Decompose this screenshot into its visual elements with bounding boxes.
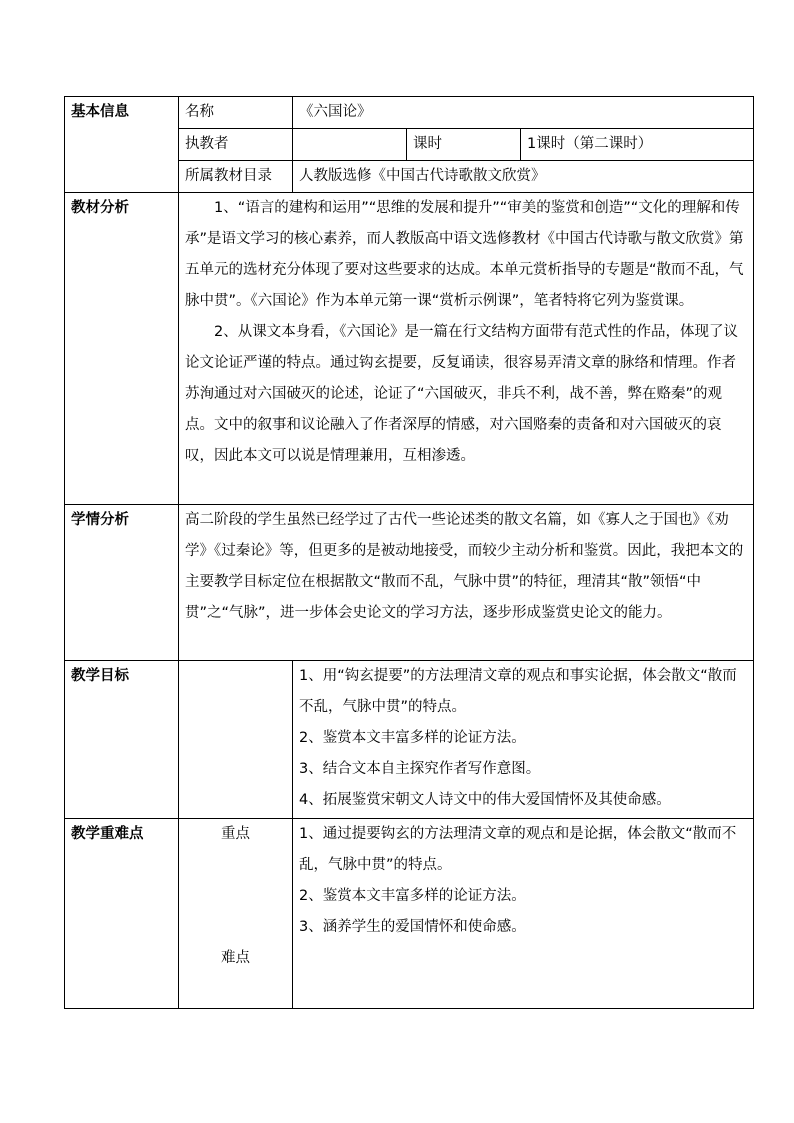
- teaching-goals-list: [293, 661, 754, 819]
- goal-item: 4、拓展鉴赏宋朝文人诗文中的伟大爱国情怀及其使命感。: [299, 792, 671, 808]
- key-points-list: [293, 819, 754, 1009]
- period-value: 1课时（第二课时）: [521, 129, 754, 161]
- lesson-plan-table: [64, 96, 754, 1009]
- learner-analysis-label: 学情分析: [65, 505, 179, 661]
- key-difficult-points-label: 教学重难点: [65, 819, 179, 1009]
- textbook-value: 人教版选修《中国古代诗歌散文欣赏》: [293, 161, 754, 193]
- basic-info-label: 基本信息: [65, 97, 179, 193]
- key-point-item: 3、涵养学生的爱国情怀和使命感。: [299, 919, 526, 935]
- analysis-paragraph: 1、“语言的建构和运用”“思维的发展和提升”“审美的鉴赏和创造”“文化的理解和传承”是语文学习的核心素养，而人教版高中语文选修教材《中国古代诗歌与散文欣赏》第五单元的选材充分体现了要对这些要求的达成。本单元赏析指导的专题是“散而不乱，气脉中贯”。《六国论》作为本单元第一课“赏析示例课”，笔者特将它列为鉴赏课。: [185, 200, 744, 309]
- key-difficult-sublabels: [179, 819, 293, 1009]
- textbook-analysis-label: 教材分析: [65, 193, 179, 505]
- goal-item: 1、用“钩玄提要”的方法理清文章的观点和事实论据，体会散文“散而不乱，气脉中贯”的特点。: [299, 668, 737, 715]
- goal-item: 2、鉴赏本文丰富多样的论证方法。: [299, 730, 526, 746]
- teacher-label: 执教者: [179, 129, 293, 161]
- name-value: 《六国论》: [293, 97, 754, 129]
- key-point-item: 2、鉴赏本文丰富多样的论证方法。: [299, 888, 526, 904]
- key-point-item: 1、通过提要钩玄的方法理清文章的观点和是论据，体会散文“散而不乱，气脉中贯”的特点。: [299, 826, 737, 873]
- learner-analysis-text: 高二阶段的学生虽然已经学过了古代一些论述类的散文名篇，如《寡人之于国也》《劝学》《过秦论》等，但更多的是被动地接受，而较少主动分析和鉴赏。因此，我把本文的主要教学目标定位在根据散文“散而不乱，气脉中贯”的特征，理清其“散”领悟“中贯”之“气脉”，进一步体会史论文的学习方法，逐步形成鉴赏史论文的能力。: [185, 512, 744, 621]
- difficult-points-label: 难点: [221, 950, 250, 966]
- textbook-analysis-content: [179, 193, 754, 505]
- textbook-label: 所属教材目录: [179, 161, 293, 193]
- learner-analysis-content: [179, 505, 754, 661]
- analysis-paragraph: 2、从课文本身看，《六国论》是一篇在行文结构方面带有范式性的作品，体现了议论文论证严谨的特点。通过钩玄提要，反复诵读，很容易弄清文章的脉络和情理。作者苏洵通过对六国破灭的论述，论证了“六国破灭，非兵不利，战不善，弊在赂秦”的观点。文中的叙事和议论融入了作者深厚的情感，对六国赂秦的责备和对六国破灭的哀叹，因此本文可以说是情理兼用，互相渗透。: [185, 324, 738, 464]
- period-label: 课时: [407, 129, 521, 161]
- key-points-label: 重点: [221, 826, 250, 842]
- goal-item: 3、结合文本自主探究作者写作意图。: [299, 761, 541, 777]
- teacher-value: [293, 129, 407, 161]
- teaching-goals-label: 教学目标: [65, 661, 179, 819]
- name-label: 名称: [179, 97, 293, 129]
- teaching-goals-blank: [179, 661, 293, 819]
